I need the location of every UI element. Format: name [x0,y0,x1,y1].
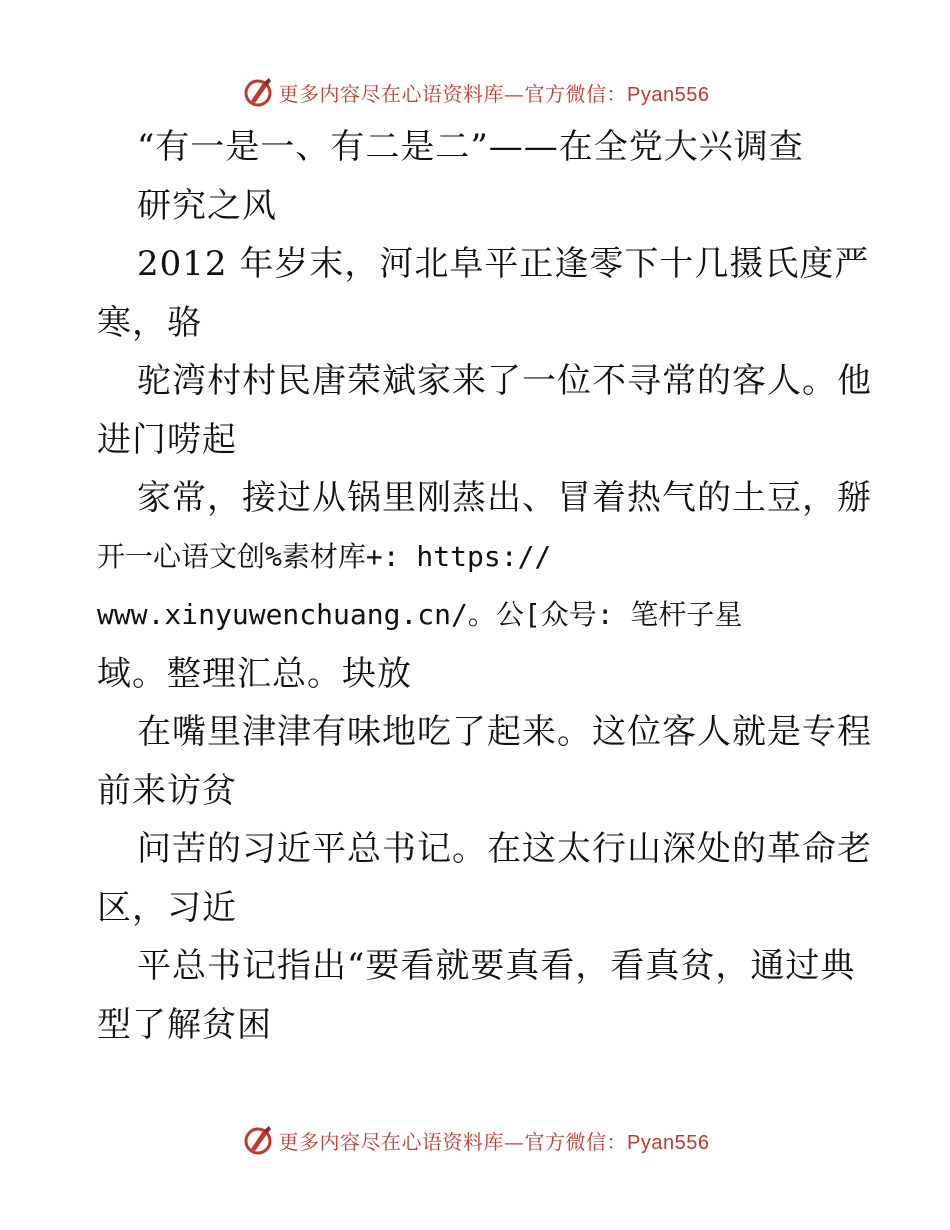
text-line: 前来访贫 [97,770,237,811]
banner-text-cn: 更多内容尽在心语资料库—官方微信： [278,1129,628,1154]
banner-text-cn: 更多内容尽在心语资料库—官方微信： [278,81,628,106]
banner-wechat-id: Pyan556 [627,83,710,106]
header-banner [0,72,950,112]
banner-text [279,1126,710,1155]
text-line: 开一心语文创%素材库+: https:// [97,539,552,573]
banner-text [279,78,710,107]
footer-banner [0,1120,950,1160]
pen-nib-circle-icon [241,75,275,109]
pen-nib-circle-icon [241,1123,275,1157]
banner-wechat-id: Pyan556 [627,1131,710,1154]
text-line: 进门唠起 [97,419,237,460]
text-line: 区，习近 [97,887,237,928]
text-line: “有一是一、有二是二”——在全党大兴调查 [137,127,804,167]
text-line: 在嘴里津津有味地吃了起来。这位客人就是专程 [137,712,872,752]
text-line: 寒，骆 [97,302,202,343]
text-line: www.xinyuwenchuang.cn/。公[众号: 笔杆子星 [97,598,743,631]
text-line: 驼湾村村民唐荣斌家来了一位不寻常的客人。他 [137,361,872,401]
document-body [97,118,872,1054]
text-line: 家常，接过从锅里刚蒸出、冒着热气的土豆，掰 [137,478,872,518]
text-line: 域。整理汇总。块放 [97,653,412,694]
text-line: 型了解贫困 [97,1004,272,1045]
text-line: 问苦的习近平总书记。在这太行山深处的革命老 [137,829,872,869]
text-line: 2012 年岁末，河北阜平正逢零下十几摄氏度严 [137,244,870,284]
text-line: 研究之风 [137,185,277,226]
text-line: 平总书记指出“要看就要真看，看真贫，通过典 [137,946,856,986]
